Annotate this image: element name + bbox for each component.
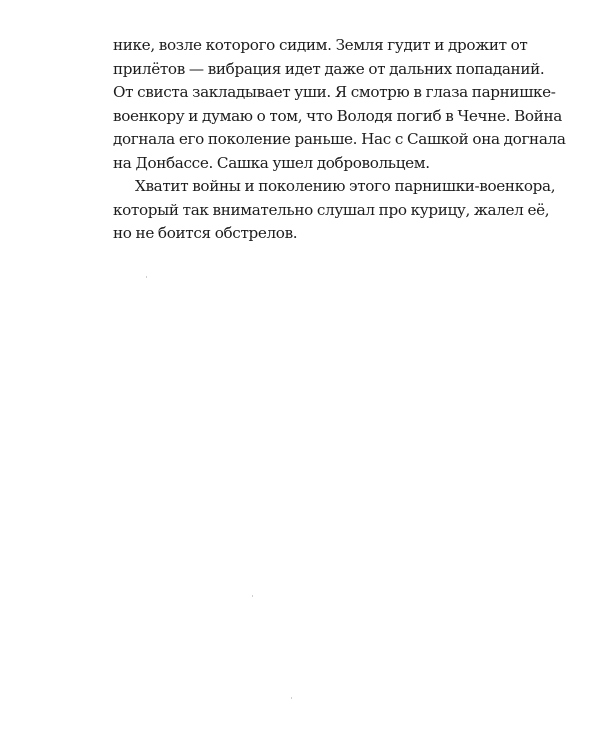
text-line: но не боится обстрелов.: [113, 224, 298, 242]
paragraph-2: [113, 175, 556, 246]
text-line: нике, возле которого сидим. Земля гудит и дрожит от: [113, 36, 528, 54]
scan-speck: [291, 697, 292, 699]
text-line: прилётов — вибрация идет даже от дальних попаданий.: [113, 59, 545, 78]
text-line: который так внимательно слушал про курицу, жалел её,: [113, 200, 550, 219]
text-line: на Донбассе. Сашка ушел добровольцем.: [113, 153, 430, 172]
body-text: [113, 34, 566, 246]
text-line: догнала его поколение раньше. Нас с Сашкой она догнала: [113, 130, 566, 148]
text-line: Хватит войны и поколению этого парнишки-военкора,: [135, 177, 556, 195]
scan-speck: [252, 595, 253, 597]
text-line: военкору и думаю о том, что Володя погиб в Чечне. Война: [113, 106, 562, 125]
paragraph-1: [113, 34, 566, 175]
scan-speck: [146, 276, 147, 278]
text-line: От свиста закладывает уши. Я смотрю в глаза парнишке-: [113, 83, 556, 101]
